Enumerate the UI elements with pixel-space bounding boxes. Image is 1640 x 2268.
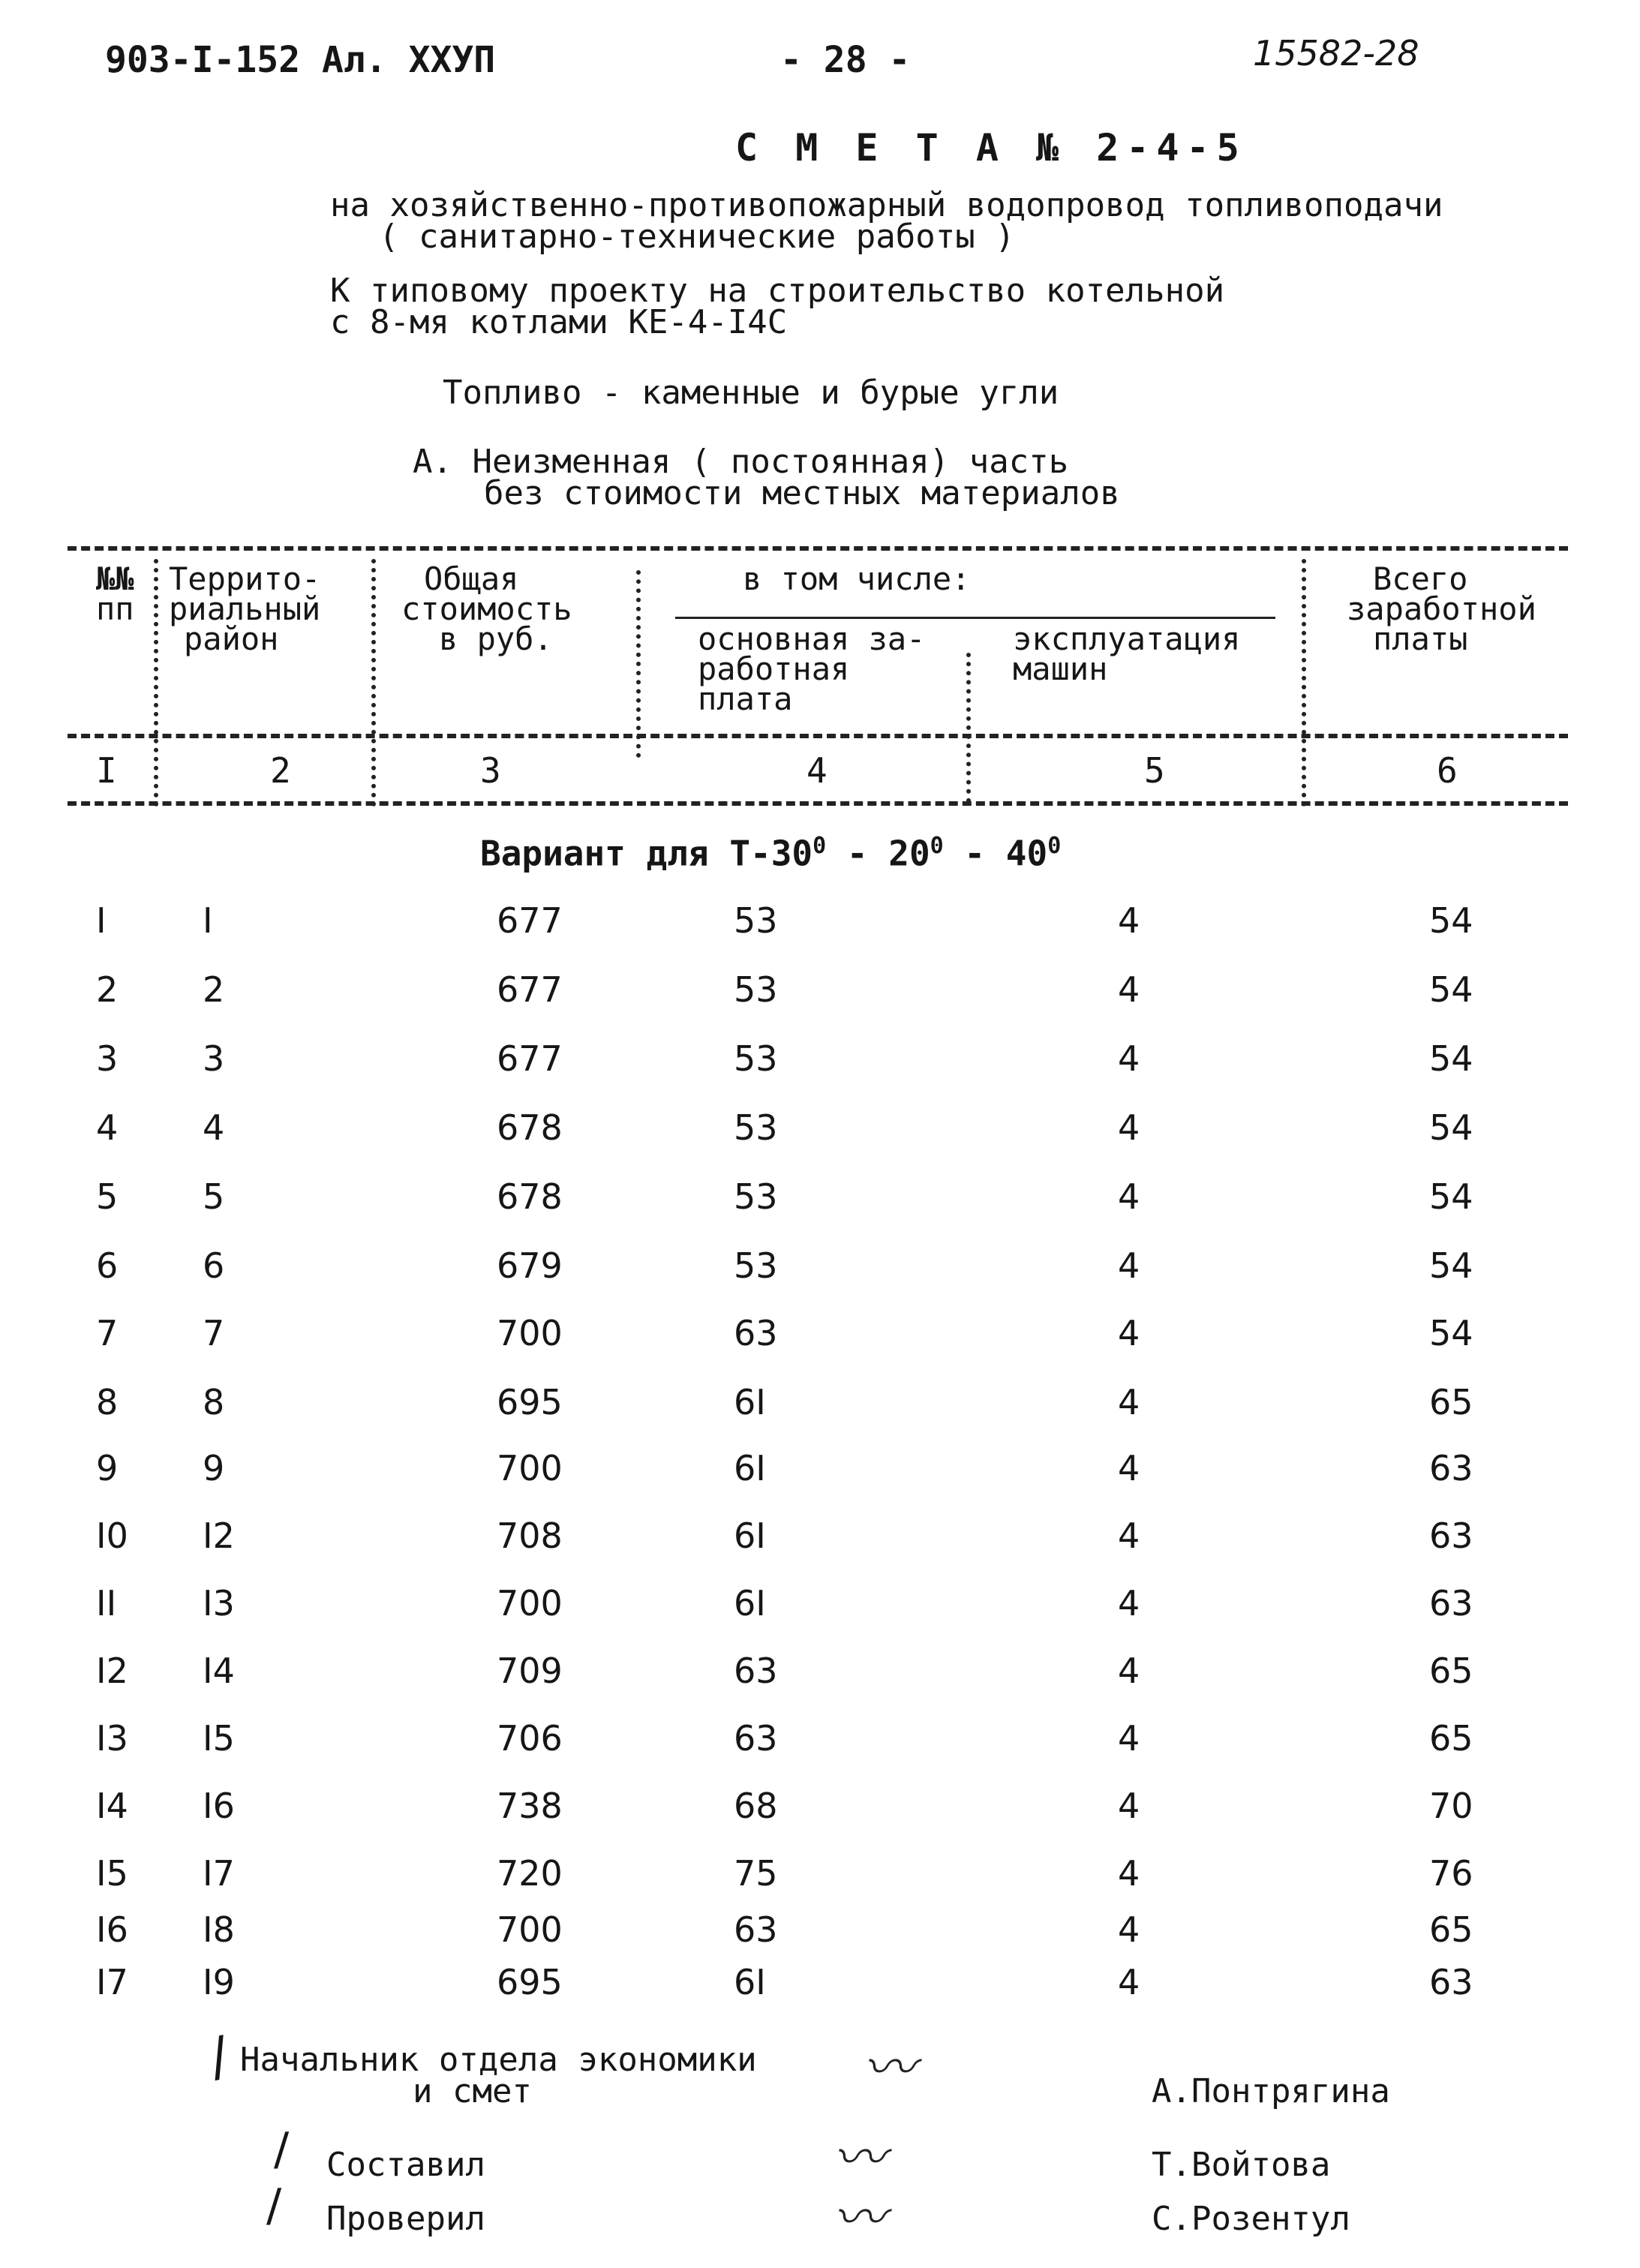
row-total-wages: 54 (1429, 900, 1473, 941)
estimate-title: С М Е Т А № 2-4-5 (735, 126, 1247, 170)
row-base-wages: 75 (734, 1853, 778, 1894)
row-machine-cost: 4 (1118, 1651, 1140, 1691)
row-total-wages: 54 (1429, 1245, 1473, 1286)
header-cost-1: Общая (424, 560, 519, 597)
row-base-wages: 53 (734, 1245, 778, 1286)
signer-name-1: А.Понтрягина (1152, 2072, 1390, 2110)
row-number: I3 (96, 1718, 128, 1759)
row-machine-cost: 4 (1118, 900, 1140, 941)
row-total-cost: 700 (497, 1909, 563, 1950)
row-number: 7 (96, 1313, 119, 1353)
row-region: I9 (203, 1962, 235, 2002)
row-base-wages: 53 (734, 969, 778, 1010)
title-line-3: К типовому проекту на строительство котельной (330, 272, 1225, 310)
colnum-3: 3 (480, 750, 501, 791)
row-region: 8 (203, 1382, 225, 1422)
row-total-wages: 54 (1429, 1107, 1473, 1148)
row-number: 5 (96, 1176, 119, 1217)
row-machine-cost: 4 (1118, 1786, 1140, 1826)
signer-role-1: Начальник отдела экономики (240, 2041, 757, 2079)
tick-mark-1: / (203, 2024, 234, 2089)
colnum-1: I (96, 750, 117, 791)
row-base-wages: 63 (734, 1313, 778, 1353)
header-region-2: риальный (169, 590, 321, 627)
row-total-cost: 708 (497, 1516, 563, 1556)
row-region: I6 (203, 1786, 235, 1826)
row-number: 2 (96, 969, 119, 1010)
row-total-wages: 76 (1429, 1853, 1473, 1894)
colnum-6: 6 (1437, 750, 1458, 791)
row-number: 9 (96, 1448, 119, 1488)
title-line-4: с 8-мя котлами КЕ-4-I4С (330, 303, 788, 341)
row-machine-cost: 4 (1118, 1909, 1140, 1950)
row-total-wages: 63 (1429, 1583, 1473, 1624)
title-line-2: ( санитарно-технические работы ) (379, 218, 1015, 256)
row-total-cost: 695 (497, 1962, 563, 2002)
row-number: 6 (96, 1245, 119, 1286)
header-wages-2: работная (698, 650, 850, 687)
row-total-wages: 70 (1429, 1786, 1473, 1826)
row-machine-cost: 4 (1118, 1313, 1140, 1353)
row-total-cost: 738 (497, 1786, 563, 1826)
row-base-wages: 6I (734, 1382, 766, 1422)
table-header-rule (68, 734, 1568, 738)
header-cost-3: в руб. (439, 620, 553, 657)
row-number: 8 (96, 1382, 119, 1422)
header-machines-1: эксплуатация (1013, 620, 1241, 657)
row-total-cost: 695 (497, 1382, 563, 1422)
signature-scribble-2: 〰︎ (833, 2127, 885, 2188)
row-total-wages: 54 (1429, 1176, 1473, 1217)
row-number: II (96, 1583, 117, 1624)
row-total-cost: 706 (497, 1718, 563, 1759)
row-total-wages: 65 (1429, 1651, 1473, 1691)
row-total-wages: 65 (1429, 1909, 1473, 1950)
row-region: 2 (203, 969, 225, 1010)
row-machine-cost: 4 (1118, 1038, 1140, 1079)
row-region: I5 (203, 1718, 235, 1759)
row-base-wages: 53 (734, 900, 778, 941)
row-total-cost: 678 (497, 1176, 563, 1217)
row-total-wages: 63 (1429, 1516, 1473, 1556)
header-cost-2: стоимость (401, 590, 572, 627)
row-region: 4 (203, 1107, 225, 1148)
signer-role-1b: и смет (413, 2072, 532, 2110)
header-no-1: №№ (96, 560, 134, 597)
header-region-3: район (184, 620, 279, 657)
row-base-wages: 53 (734, 1107, 778, 1148)
row-machine-cost: 4 (1118, 1718, 1140, 1759)
row-region: I2 (203, 1516, 235, 1556)
row-region: I (203, 900, 213, 941)
row-total-cost: 679 (497, 1245, 563, 1286)
row-total-cost: 709 (497, 1651, 563, 1691)
col-divider-2 (371, 559, 376, 807)
part-line-2: без стоимости местных материалов (484, 474, 1120, 512)
row-total-cost: 700 (497, 1448, 563, 1488)
row-total-cost: 678 (497, 1107, 563, 1148)
row-number: 3 (96, 1038, 119, 1079)
row-total-wages: 54 (1429, 1038, 1473, 1079)
row-number: I7 (96, 1962, 128, 2002)
row-total-cost: 677 (497, 1038, 563, 1079)
doc-number: 15582-28 (1253, 33, 1419, 74)
row-machine-cost: 4 (1118, 1962, 1140, 2002)
row-machine-cost: 4 (1118, 1448, 1140, 1488)
row-total-cost: 677 (497, 900, 563, 941)
row-machine-cost: 4 (1118, 1176, 1140, 1217)
row-number: I6 (96, 1909, 128, 1950)
row-total-wages: 54 (1429, 1313, 1473, 1353)
col-divider-3 (636, 570, 641, 758)
row-base-wages: 63 (734, 1909, 778, 1950)
doc-code: 903-I-152 Ал. XXУП (105, 39, 496, 81)
row-total-cost: 720 (497, 1853, 563, 1894)
signature-scribble-1: 〰︎ (863, 2037, 915, 2098)
row-total-wages: 65 (1429, 1718, 1473, 1759)
header-wages-3: плата (698, 680, 793, 717)
header-total-3: платы (1373, 620, 1468, 657)
row-base-wages: 63 (734, 1651, 778, 1691)
row-machine-cost: 4 (1118, 1382, 1140, 1422)
signer-role-3: Проверил (326, 2200, 485, 2238)
table-numbers-rule (68, 801, 1568, 806)
group-underline (675, 617, 1275, 619)
variant-label: Вариант для $Т-30^0 - 20^0 - 40^0$ (480, 833, 1062, 874)
signer-name-2: Т.Войтова (1152, 2146, 1331, 2184)
row-base-wages: 6I (734, 1583, 766, 1624)
header-wages-1: основная за- (698, 620, 926, 657)
colnum-5: 5 (1144, 750, 1165, 791)
signer-name-3: С.Розентул (1152, 2200, 1350, 2238)
row-number: I (96, 900, 107, 941)
col-divider-5 (1302, 559, 1306, 807)
row-region: 3 (203, 1038, 225, 1079)
row-number: I0 (96, 1516, 128, 1556)
header-total-2: заработной (1347, 590, 1536, 627)
row-region: I4 (203, 1651, 235, 1691)
row-region: I3 (203, 1583, 235, 1624)
row-base-wages: 6I (734, 1516, 766, 1556)
page-number: - 28 - (780, 39, 911, 81)
row-region: 7 (203, 1313, 225, 1353)
row-total-cost: 700 (497, 1583, 563, 1624)
row-base-wages: 53 (734, 1038, 778, 1079)
row-region: 5 (203, 1176, 225, 1217)
row-number: I2 (96, 1651, 128, 1691)
header-total-1: Всего (1373, 560, 1468, 597)
part-line-1: А. Неизменная ( постоянная) часть (413, 443, 1069, 481)
row-base-wages: 53 (734, 1176, 778, 1217)
row-machine-cost: 4 (1118, 1583, 1140, 1624)
title-line-1: на хозяйственно-противопожарный водопровод топливоподачи (330, 186, 1443, 224)
row-total-wages: 63 (1429, 1962, 1473, 2002)
row-base-wages: 6I (734, 1448, 766, 1488)
row-machine-cost: 4 (1118, 1107, 1140, 1148)
row-base-wages: 68 (734, 1786, 778, 1826)
col-divider-1 (154, 559, 158, 807)
row-total-wages: 63 (1429, 1448, 1473, 1488)
row-number: 4 (96, 1107, 119, 1148)
row-machine-cost: 4 (1118, 1516, 1140, 1556)
row-number: I4 (96, 1786, 128, 1826)
row-total-cost: 700 (497, 1313, 563, 1353)
row-number: I5 (96, 1853, 128, 1894)
header-group: в том числе: (743, 560, 971, 597)
row-region: 6 (203, 1245, 225, 1286)
colnum-4: 4 (806, 750, 828, 791)
row-region: I8 (203, 1909, 235, 1950)
row-base-wages: 63 (734, 1718, 778, 1759)
row-machine-cost: 4 (1118, 1853, 1140, 1894)
header-region-1: Террито- (169, 560, 321, 597)
signature-scribble-3: 〰︎ (833, 2187, 885, 2248)
row-region: I7 (203, 1853, 235, 1894)
row-total-cost: 677 (497, 969, 563, 1010)
fuel-line: Топливо - каменные и бурые угли (443, 374, 1059, 412)
tick-mark-3: / (266, 2179, 282, 2232)
row-total-wages: 54 (1429, 969, 1473, 1010)
row-machine-cost: 4 (1118, 1245, 1140, 1286)
table-top-rule (68, 546, 1568, 551)
row-machine-cost: 4 (1118, 969, 1140, 1010)
colnum-2: 2 (270, 750, 291, 791)
col-divider-4 (966, 653, 971, 803)
tick-mark-2: / (274, 2123, 290, 2176)
header-no-2: пп (96, 590, 134, 627)
row-region: 9 (203, 1448, 225, 1488)
signer-role-2: Составил (326, 2146, 485, 2184)
row-total-wages: 65 (1429, 1382, 1473, 1422)
row-base-wages: 6I (734, 1962, 766, 2002)
header-machines-2: машин (1013, 650, 1108, 687)
